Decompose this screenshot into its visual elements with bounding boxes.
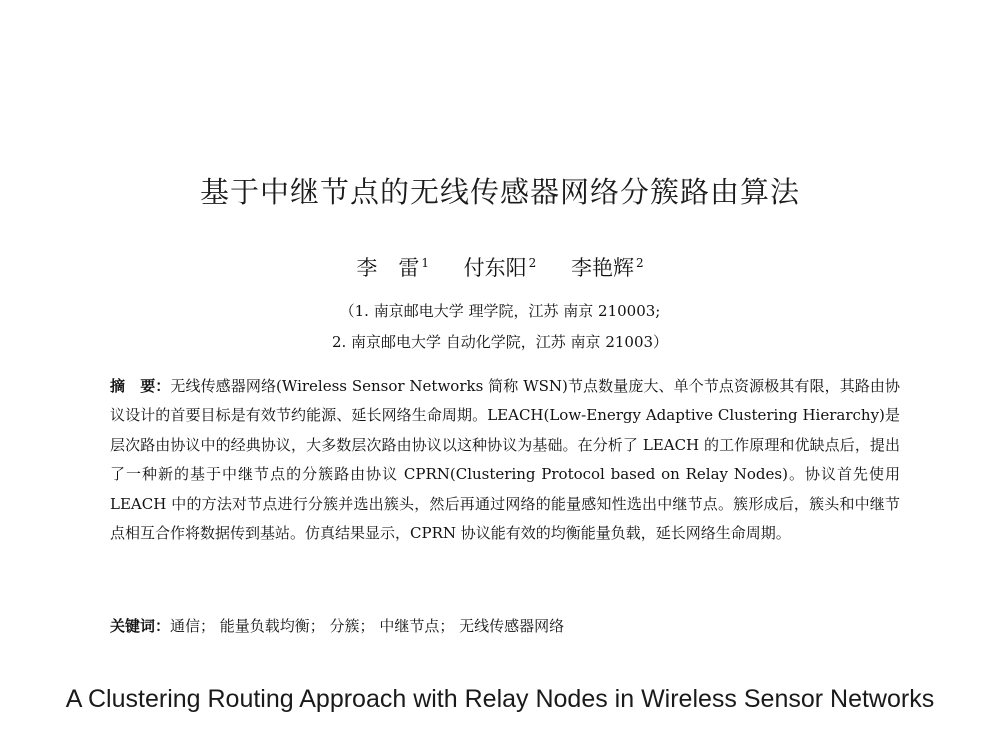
author-1 [356, 256, 429, 280]
author-3 [571, 256, 644, 280]
abstract [110, 372, 900, 548]
affiliation-2: 2. 南京邮电大学 自动化学院，江苏 南京 21003） [331, 333, 669, 351]
paper-title: 基于中继节点的无线传感器网络分簇路由算法 [199, 175, 800, 209]
author-2 [464, 256, 537, 280]
author-name: 李 雷 [356, 256, 420, 280]
keywords [110, 615, 900, 636]
author-name: 付东阳 [463, 256, 527, 280]
english-title: A Clustering Routing Approach with Relay Nodes in Wireless Sensor Networks [65, 685, 935, 713]
keywords-label: 关键词： [110, 617, 171, 635]
author-list [0, 252, 1000, 282]
affiliation-marker: 2 [636, 256, 644, 270]
affiliation-marker: 2 [528, 256, 537, 270]
author-name: 李艳辉 [571, 256, 634, 280]
keywords-text: 通信； 能量负载均衡； 分簇； 中继节点； 无线传感器网络 [170, 617, 565, 635]
affiliation-marker: 1 [421, 256, 429, 270]
abstract-label: 摘 要： [110, 377, 171, 395]
abstract-text: 无线传感器网络(Wireless Sensor Networks 简称 WSN)节点数量庞大、单个节点资源极其有限，其路由协议设计的首要目标是有效节约能源、延长网络生命周期。LEACH(Low-Energy Adaptive Clustering Hierarchy)是层次路由协议中的经典协议，大多数层次路由协议以这种协议为基础。在分析了 LEACH 的工作原理和优缺点后，提出了一种新的基于中继节点的分簇路由协议 CPRN(Clustering Protocol based on Relay Nodes)。协议首先使用 LEACH 中的方法对节点进行分簇并选出簇头，然后再通过网络的能量感知性选出中继节点。簇形成后，簇头和中继节点相互合作将数据传到基站。仿真结果显示，CPRN 协议能有效的均衡能量负载，延长网络生命周期。 [110, 377, 900, 543]
affiliation-1: （1. 南京邮电大学 理学院，江苏 南京 210003; [339, 302, 661, 320]
